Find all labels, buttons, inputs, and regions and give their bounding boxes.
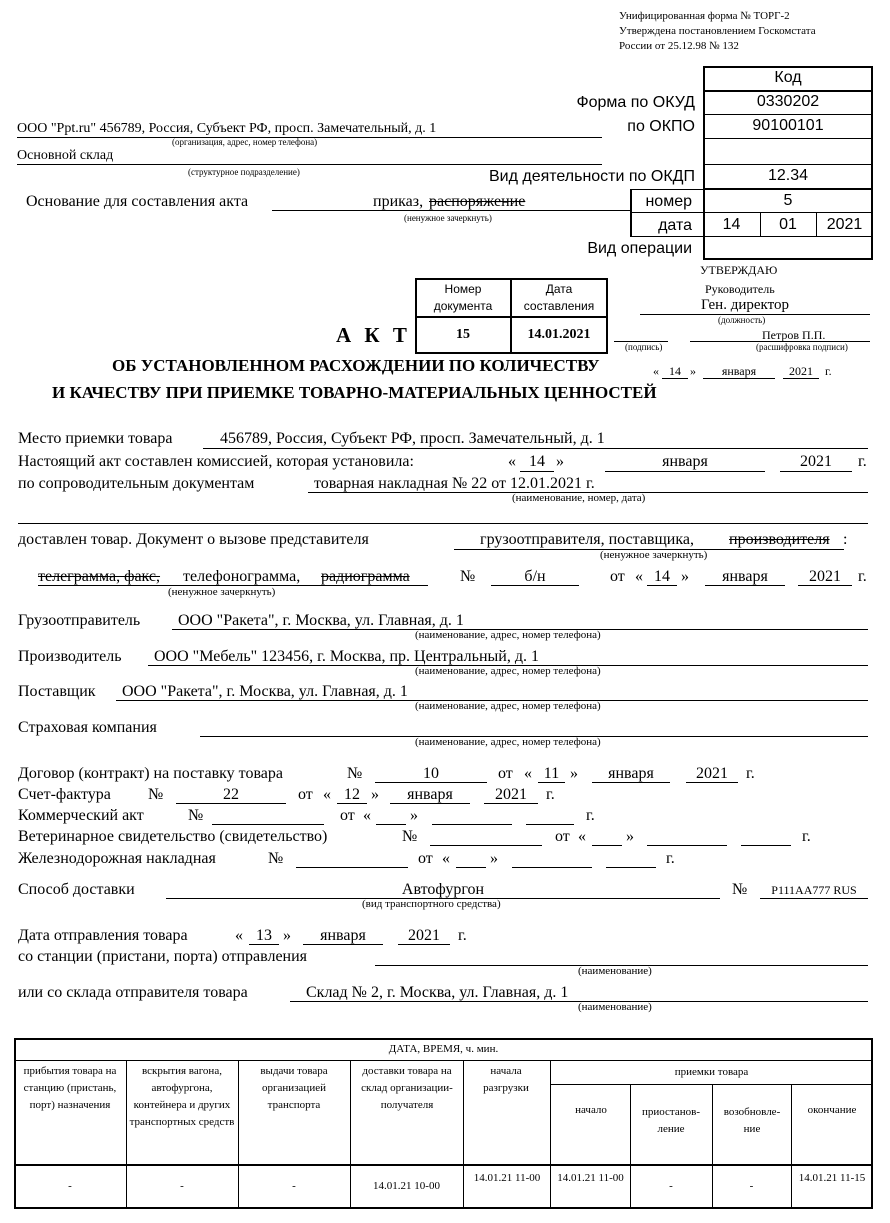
form-name: Унифицированная форма № ТОРГ-2 xyxy=(619,10,790,22)
delivered-v2: производителя xyxy=(729,531,830,548)
delivery-caption: (вид транспортного средства) xyxy=(362,898,501,910)
approve-title: УТВЕРЖДАЮ xyxy=(700,263,778,277)
contract-day: 11 xyxy=(543,765,560,782)
name-caption: (расшифровка подписи) xyxy=(756,342,848,352)
shipdate-month: января xyxy=(320,927,366,944)
warehouse-label: или со склада отправителя товара xyxy=(18,984,248,1001)
division-name: Основной склад xyxy=(17,148,114,163)
call-telegram: телеграмма, факс, xyxy=(38,568,161,585)
form-approval: Утверждена постановлением Госкомстата xyxy=(619,25,816,37)
place-value: 456789, Россия, Субъект РФ, просп. Замечательный, д. 1 xyxy=(220,430,605,447)
doc-date: 14.01.2021 xyxy=(527,327,591,342)
cell-pause: - xyxy=(669,1180,673,1192)
commission-year: 2021 xyxy=(800,453,832,470)
akt-title: А К Т xyxy=(336,323,411,347)
insurer-caption: (наименование, адрес, номер телефона) xyxy=(415,736,601,748)
nomer-label: номер xyxy=(645,193,692,210)
col-delivery: доставки товара на склад организации-получателя xyxy=(361,1065,453,1111)
docs-value: товарная накладная № 22 от 12.01.2021 г. xyxy=(314,475,595,492)
col-opening: вскрытия вагона, автофургона, контейнера и других транспортных средств xyxy=(129,1065,235,1128)
col-end: окончание xyxy=(807,1104,857,1116)
nomer-value: 5 xyxy=(783,192,793,209)
cell-arrival: - xyxy=(68,1180,72,1192)
invoice-label: Счет-фактура xyxy=(18,786,111,803)
approve-month: января xyxy=(721,364,757,378)
cell-resume: - xyxy=(749,1180,754,1192)
shipdate-year: 2021 xyxy=(408,927,440,944)
okud-label: Форма по ОКУД xyxy=(576,94,695,111)
code-header: Код xyxy=(774,69,802,86)
basis-label: Основание для составления акта xyxy=(26,193,249,210)
maker-label: Производитель xyxy=(18,648,122,665)
commercial-label: Коммерческий акт xyxy=(18,807,144,824)
date-year: 2021 xyxy=(826,216,863,233)
call-day: 14 xyxy=(654,568,670,585)
shipdate-label: Дата отправления товара xyxy=(18,927,188,944)
cell-start: 14.01.21 11-00 xyxy=(557,1172,624,1184)
delivered-label: доставлен товар. Документ о вызове представителя xyxy=(18,531,369,548)
call-number: б/н xyxy=(524,568,546,585)
shipdate-day: 13 xyxy=(256,927,272,944)
basis-order: приказ, xyxy=(373,193,424,210)
supplier-value: ООО "Ракета", г. Москва, ул. Главная, д. 1 xyxy=(122,683,408,700)
maker-caption: (наименование, адрес, номер телефона) xyxy=(415,665,601,677)
cell-opening: - xyxy=(180,1180,184,1192)
contract-label: Договор (контракт) на поставку товара xyxy=(18,765,283,782)
col-issue: выдачи товара организацией транспорта xyxy=(260,1065,328,1111)
docs-caption: (наименование, номер, дата) xyxy=(512,492,646,504)
station-caption: (наименование) xyxy=(578,965,652,977)
date-label: дата xyxy=(658,217,692,234)
date-month: 01 xyxy=(779,216,797,233)
okdp-label: Вид деятельности по ОКДП xyxy=(488,168,695,185)
supplier-caption: (наименование, адрес, номер телефона) xyxy=(415,700,601,712)
cell-delivery: 14.01.21 10-00 xyxy=(373,1180,440,1192)
title-line2: И КАЧЕСТВУ ПРИ ПРИЕМКЕ ТОВАРНО-МАТЕРИАЛЬНЫХ ЦЕННОСТЕЙ xyxy=(52,383,657,402)
title-line1: ОБ УСТАНОВЛЕННОМ РАСХОЖДЕНИИ ПО КОЛИЧЕСТВУ xyxy=(112,356,600,375)
insurer-label: Страховая компания xyxy=(18,719,157,736)
place-label: Место приемки товара xyxy=(18,430,173,447)
cell-unload: 14.01.21 11-00 xyxy=(473,1172,541,1184)
cell-end: 14.01.21 11-15 xyxy=(798,1172,866,1184)
invoice-month: января xyxy=(407,786,453,803)
station-label: со станции (пристани, порта) отправления xyxy=(18,948,308,965)
sign-caption: (подпись) xyxy=(625,342,663,352)
shipper-value: ООО "Ракета", г. Москва, ул. Главная, д. 1 xyxy=(178,612,464,629)
approve-name: Петров П.П. xyxy=(762,328,826,342)
vehicle-number: Р111АА777 RUS xyxy=(771,883,857,897)
contract-month: января xyxy=(608,765,654,782)
approve-position: Ген. директор xyxy=(701,297,789,313)
contract-number: 10 xyxy=(423,765,439,782)
operation-label: Вид операции xyxy=(587,240,692,257)
position-caption: (должность) xyxy=(718,315,766,325)
maker-value: ООО "Мебель" 123456, г. Москва, пр. Центральный, д. 1 xyxy=(154,648,539,665)
commission-month: января xyxy=(662,453,708,470)
call-year: 2021 xyxy=(809,568,841,585)
delivery-value: Автофургон xyxy=(401,881,485,898)
shipper-caption: (наименование, адрес, номер телефона) xyxy=(415,629,601,641)
okdp-value: 12.34 xyxy=(767,167,809,184)
date-day: 14 xyxy=(722,216,741,233)
basis-instruction: распоряжение xyxy=(429,193,526,210)
basis-caption: (ненужное зачеркнуть) xyxy=(404,213,492,223)
okpo-label: по ОКПО xyxy=(627,118,695,135)
commission-day: 14 xyxy=(529,453,545,470)
table-title: ДАТА, ВРЕМЯ, ч. мин. xyxy=(388,1043,499,1055)
col-resume: возобновле-ние xyxy=(723,1106,781,1135)
delivery-label: Способ доставки xyxy=(18,881,135,898)
warehouse-caption: (наименование) xyxy=(578,1001,652,1013)
invoice-day: 12 xyxy=(344,786,360,803)
rail-label: Железнодорожная накладная xyxy=(18,850,216,867)
docdate-header: Дата составления xyxy=(523,282,595,313)
shipper-label: Грузоотправитель xyxy=(18,612,141,629)
call-caption: (ненужное зачеркнуть) xyxy=(168,586,276,598)
org-name: ООО "Ppt.ru" 456789, Россия, Субъект РФ, просп. Замечательный, д. 1 xyxy=(17,121,437,136)
contract-year: 2021 xyxy=(696,765,728,782)
division-caption: (структурное подразделение) xyxy=(188,167,300,177)
commission-label: Настоящий акт составлен комиссией, которая установила: xyxy=(18,453,414,470)
col-pause: приостанов-ление xyxy=(642,1106,700,1135)
form-approval-date: России от 25.12.98 № 132 xyxy=(619,40,739,52)
invoice-year: 2021 xyxy=(495,786,527,803)
invoice-number: 22 xyxy=(223,786,239,803)
org-caption: (организация, адрес, номер телефона) xyxy=(172,137,318,147)
approve-year: 2021 xyxy=(789,364,813,378)
warehouse-value: Склад № 2, г. Москва, ул. Главная, д. 1 xyxy=(306,984,569,1001)
doc-number: 15 xyxy=(456,327,470,342)
col-accept: приемки товара xyxy=(674,1066,749,1078)
approve-day: 14 xyxy=(669,364,681,378)
approve-head: Руководитель xyxy=(705,282,775,296)
delivered-caption: (ненужное зачеркнуть) xyxy=(600,549,708,561)
cell-issue: - xyxy=(292,1180,296,1192)
vet-label: Ветеринарное свидетельство (свидетельство) xyxy=(18,828,328,845)
docnum-header: Номер документа xyxy=(433,282,493,313)
okpo-value: 90100101 xyxy=(752,117,824,134)
col-unload: начала разгрузки xyxy=(483,1065,529,1094)
supplier-label: Поставщик xyxy=(18,683,96,700)
call-month: января xyxy=(722,568,768,585)
call-radiogram: радиограмма xyxy=(321,568,410,585)
delivered-v1: грузоотправителя, поставщика, xyxy=(480,531,694,548)
docs-label: по сопроводительным документам xyxy=(18,475,255,492)
call-phonegram: телефонограмма, xyxy=(183,568,301,585)
col-arrival: прибытия товара на станцию (пристань, порт) назначения xyxy=(23,1065,117,1111)
okud-value: 0330202 xyxy=(756,93,820,110)
col-start: начало xyxy=(575,1104,607,1116)
